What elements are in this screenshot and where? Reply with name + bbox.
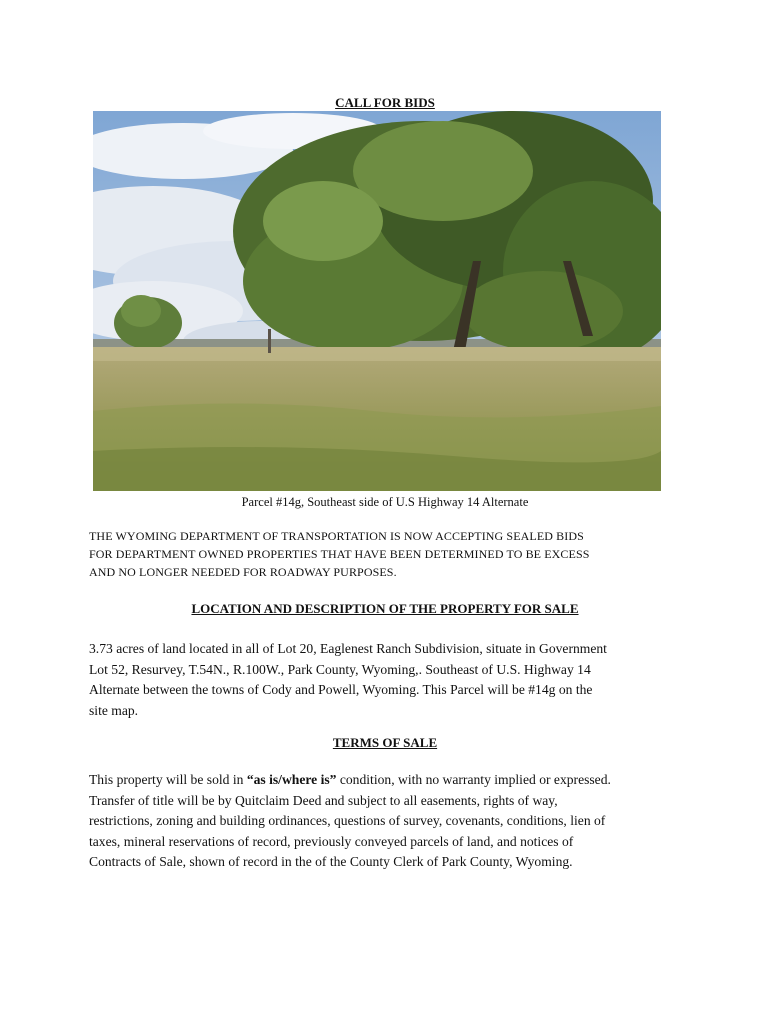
- photo-caption: Parcel #14g, Southeast side of U.S Highway 14 Alternate: [241, 495, 529, 509]
- terms-line: restrictions, zoning and building ordinances, questions of survey, covenants, conditions, lien of: [89, 813, 606, 828]
- terms-line: Contracts of Sale, shown of record in the of the County Clerk of Park County, Wyoming.: [89, 854, 573, 869]
- location-heading: LOCATION AND DESCRIPTION OF THE PROPERTY FOR SALE: [191, 601, 579, 616]
- description-line: Alternate between the towns of Cody and Powell, Wyoming. This Parcel will be #14g on the: [89, 682, 593, 697]
- bid-notice: [89, 527, 689, 581]
- notice-line: FOR DEPARTMENT OWNED PROPERTIES THAT HAVE BEEN DETERMINED TO BE EXCESS: [89, 547, 590, 561]
- property-description: [89, 639, 689, 721]
- terms-line: Transfer of title will be by Quitclaim Deed and subject to all easements, rights of way,: [89, 792, 558, 808]
- notice-line: THE WYOMING DEPARTMENT OF TRANSPORTATION IS NOW ACCEPTING SEALED BIDS: [89, 529, 584, 543]
- terms-heading: TERMS OF SALE: [332, 735, 438, 750]
- terms-line: [89, 770, 689, 791]
- terms-line1-post: condition, with no warranty implied or expressed.: [336, 772, 611, 787]
- as-is-where-is: “as is/where is”: [246, 772, 337, 787]
- description-line: 3.73 acres of land located in all of Lot 20, Eaglenest Ranch Subdivision, situate in Government: [89, 641, 607, 656]
- notice-line: AND NO LONGER NEEDED FOR ROADWAY PURPOSES.: [89, 565, 397, 579]
- description-line: Lot 52, Resurvey, T.54N., R.100W., Park County, Wyoming,. Southeast of U.S. Highway 14: [89, 661, 591, 677]
- terms-of-sale: [89, 770, 689, 873]
- document-title: CALL FOR BIDS: [335, 95, 435, 110]
- terms-line: taxes, mineral reservations of record, previously conveyed parcels of land, and notices of: [89, 833, 574, 849]
- parcel-photo: [93, 111, 661, 491]
- terms-line1-pre: This property will be sold in: [89, 772, 247, 787]
- description-line: site map.: [89, 702, 139, 718]
